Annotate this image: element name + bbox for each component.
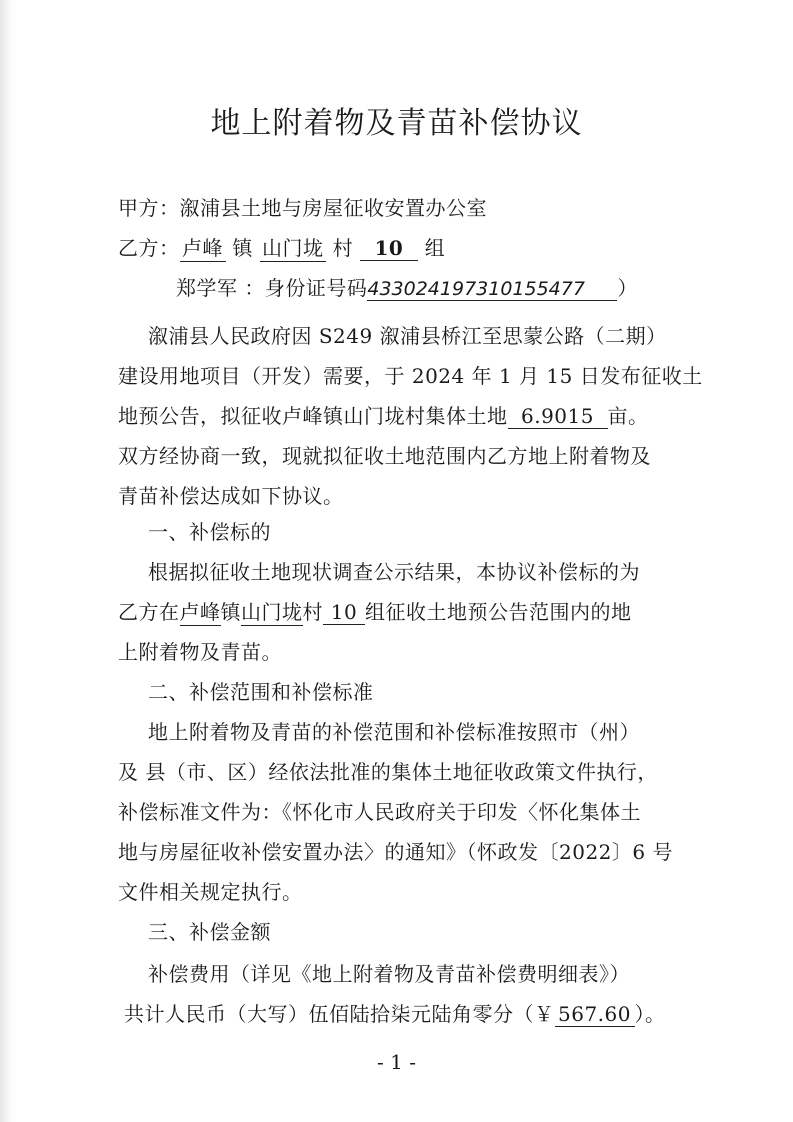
section-1-group: 10 [323, 600, 365, 625]
section-2-line-1: 地上附着物及青苗的补偿范围和补偿标准按照市（州） [148, 720, 640, 744]
person-id-line [176, 272, 736, 301]
id-number-handwritten: 433024197310155477 [367, 278, 617, 301]
section-3-line-2 [124, 998, 684, 1027]
party-b-town-suffix: 镇 [232, 236, 253, 260]
section-1-line-3: 上附着物及青苗。 [118, 640, 282, 664]
page-number: - 1 - [377, 1050, 416, 1074]
party-a-line [118, 192, 678, 221]
section-1-heading: 一、补偿标的 [148, 520, 271, 544]
party-b-group-suffix: 组 [424, 236, 446, 260]
section-2-heading: 二、补偿范围和补偿标准 [148, 680, 374, 704]
intro-line-3-unit: 亩。 [607, 404, 649, 428]
section-1-line-2 [118, 596, 678, 626]
section-2-line-2: 及 县（市、区）经依法批准的集体土地征收政策文件执行， [118, 760, 658, 784]
section-1-town: 卢峰 [180, 596, 221, 626]
land-area-value: 6.9015 [508, 404, 608, 429]
party-b-village-suffix: 村 [332, 236, 354, 260]
party-b-town: 卢峰 [180, 232, 226, 262]
document-title: 地上附着物及青苗补偿协议 [210, 106, 583, 141]
intro-line-5: 青苗补偿达成如下协议。 [118, 484, 344, 508]
party-b-village: 山门垅 [260, 232, 326, 262]
section-1-line-2-text-a: 乙方在 [118, 600, 180, 624]
party-b-group: 10 [360, 236, 418, 261]
section-3-heading: 三、补偿金额 [148, 920, 271, 944]
section-2-line-4: 地与房屋征收补偿安置办法〉的通知》（怀政发〔2022〕6 号 [118, 840, 673, 864]
section-1-line-2-text-b: 镇 [220, 600, 241, 624]
section-1-line-2-text-c: 村 [302, 600, 323, 624]
section-2-line-3: 补偿标准文件为：《怀化市人民政府关于印发〈怀化集体土 [118, 800, 641, 824]
section-3-line-2-text: 共计人民币（大写）伍佰陆拾柒元陆角零分（￥ [124, 1002, 555, 1026]
compensation-amount: 567.60 [555, 1002, 635, 1027]
scan-shadow-edge [0, 0, 18, 1122]
party-b-line [118, 232, 678, 262]
intro-line-1: 溆浦县人民政府因 S249 溆浦县桥江至思蒙公路（二期） [148, 324, 667, 348]
intro-line-3-text: 地预公告，拟征收卢峰镇山门垅村集体土地 [118, 404, 508, 428]
section-1-village: 山门垅 [241, 596, 303, 626]
party-a-name: 溆浦县土地与房屋征收安置办公室 [179, 196, 487, 220]
party-a-label: 甲方： [118, 196, 180, 220]
section-1-line-2-text-d: 组征收土地预公告范围内的地 [365, 600, 632, 624]
intro-line-3 [118, 400, 678, 429]
section-3-line-1: 补偿费用（详见《地上附着物及青苗补偿费明细表》） [148, 962, 630, 986]
section-1-line-1: 根据拟征收土地现状调查公示结果，本协议补偿标的为 [148, 560, 640, 584]
intro-line-4: 双方经协商一致，现就拟征收土地范围内乙方地上附着物及 [118, 444, 651, 468]
party-b-label: 乙方： [118, 236, 180, 260]
section-3-line-2-close: ）。 [634, 1002, 666, 1026]
person-name: 郑学军 [176, 276, 238, 300]
id-close-paren: ） [617, 276, 638, 300]
section-2-line-5: 文件相关规定执行。 [118, 880, 303, 904]
id-label: ：身份证号码 [244, 276, 368, 300]
intro-line-2: 建设用地项目（开发）需要，于 2024 年 1 月 15 日发布征收土 [118, 364, 703, 388]
